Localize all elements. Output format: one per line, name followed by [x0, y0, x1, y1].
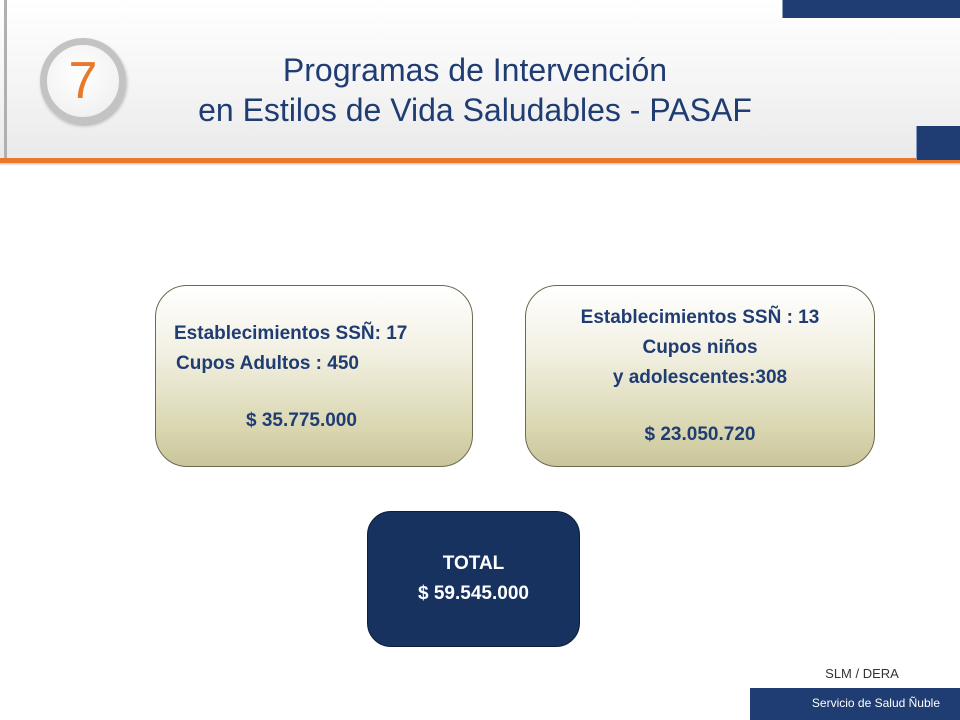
header-left-rule	[4, 0, 7, 158]
adults-slots: Cupos Adultos : 450	[176, 353, 359, 374]
children-amount: $ 23.050.720	[644, 424, 756, 445]
slide-number-badge	[40, 38, 126, 124]
slide-title-line2: en Estilos de Vida Saludables - PASAF	[198, 92, 752, 128]
adults-program-box	[155, 285, 473, 467]
slide-number: 7	[68, 52, 98, 110]
footer-organization: Servicio de Salud Ñuble	[811, 696, 940, 710]
header-shadow	[0, 163, 960, 166]
total-amount: $ 59.545.000	[418, 583, 529, 604]
total-box	[367, 511, 580, 647]
adults-establishments: Establecimientos SSÑ: 17	[174, 323, 408, 344]
header-blue-square	[916, 126, 960, 160]
children-establishments: Establecimientos SSÑ : 13	[580, 307, 820, 328]
slide-title	[130, 50, 820, 130]
total-label: TOTAL	[442, 553, 505, 574]
footer-credit: SLM / DERA	[825, 666, 899, 681]
header-blue-tab	[782, 0, 960, 18]
adults-amount: $ 35.775.000	[246, 410, 357, 431]
slide-title-line1: Programas de Intervención	[282, 52, 668, 88]
children-slots-line1: Cupos niños	[642, 337, 758, 358]
children-slots-line2: y adolescentes:308	[612, 367, 788, 388]
footer-bar	[750, 688, 960, 720]
children-program-box	[525, 285, 875, 467]
